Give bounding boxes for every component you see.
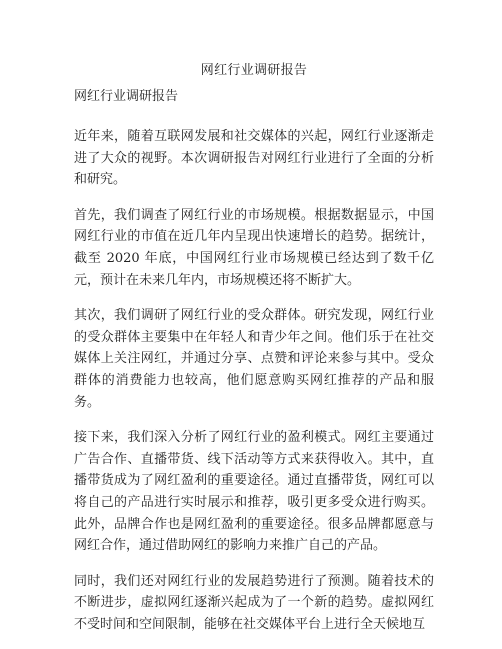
paragraph-market-size: 首先，我们调查了网红行业的市场规模。根据数据显示，中国网红行业的市值在近几年内呈现出快速增长的趋势。据统计，截至 2020 年底，中国网红行业市场规模已经达到了数千亿元，预计在未来几年内，市场规模还将不断扩大。	[74, 207, 434, 288]
paragraph-trends: 同时，我们还对网红行业的发展趋势进行了预测。随着技术的不断进步，虚拟网红逐渐兴起成为了一个新的趋势。虚拟网红不受时间和空间限制，能够在社交媒体平台上进行全天候地互	[74, 573, 434, 632]
paragraph-profit-model: 接下来，我们深入分析了网红行业的盈利模式。网红主要通过广告合作、直播带货、线下活动等方式来获得收入。其中，直播带货成为了网红盈利的重要途径。通过直播带货，网红可以将自己的产品进行实时展示和推荐，吸引更多受众进行购买。此外，品牌合作也是网红盈利的重要途径。很多品牌都愿意与网红合作，通过借助网红的影响力来推广自己的产品。	[74, 430, 434, 554]
document-subtitle: 网红行业调研报告	[74, 89, 179, 104]
document-title: 网红行业调研报告	[200, 63, 308, 78]
paragraph-intro: 近年来，随着互联网发展和社交媒体的兴起，网红行业逐渐走进了大众的视野。本次调研报告对网红行业进行了全面的分析和研究。	[74, 129, 434, 188]
paragraph-audience: 其次，我们调研了网红行业的受众群体。研究发现，网红行业的受众群体主要集中在年轻人和青少年之间。他们乐于在社交媒体上关注网红，并通过分享、点赞和评论来参与其中。受众群体的消费能力也较高，他们愿意购买网红推荐的产品和服务。	[74, 308, 434, 410]
document-page	[74, 62, 434, 635]
